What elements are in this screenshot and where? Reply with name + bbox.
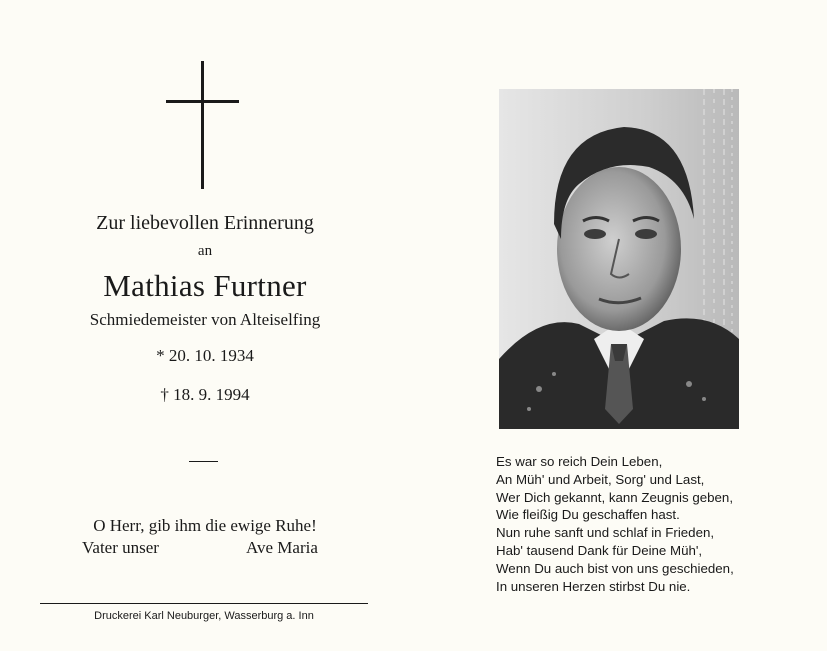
poem-line: Es war so reich Dein Leben, — [496, 454, 663, 469]
birth-date: * 20. 10. 1934 — [156, 346, 254, 365]
divider — [189, 461, 218, 462]
intro-text: Zur liebevollen Erinnerung — [96, 212, 314, 234]
prayer-ave-maria: Ave Maria — [246, 538, 318, 557]
deceased-name: Mathias Furtner — [103, 268, 307, 303]
portrait-photo — [499, 89, 739, 429]
poem-line: Wenn Du auch bist von uns geschieden, — [496, 560, 734, 576]
death-date: † 18. 9. 1994 — [160, 385, 250, 404]
poem-line: Nun ruhe sanft und schlaf in Frieden, — [496, 525, 715, 541]
poem-line: In unseren Herzen stirbst Du nie. — [496, 578, 691, 594]
poem-line: Wie fleißig Du geschaffen hast. — [496, 507, 680, 523]
poem — [496, 453, 796, 595]
prayer-vater-unser: Vater unser — [82, 538, 159, 557]
poem-line: An Müh' und Arbeit, Sorg' und Last, — [496, 471, 705, 487]
printer-credit: Druckerei Karl Neuburger, Wasserburg a. Inn — [94, 610, 314, 622]
preposition-text: an — [197, 243, 213, 259]
poem-line: Hab' tausend Dank für Deine Müh', — [496, 542, 703, 558]
footer-rule — [40, 603, 368, 604]
poem-line: Wer Dich gekannt, kann Zeugnis geben, — [496, 489, 734, 505]
prayer-text: O Herr, gib ihm die ewige Ruhe! — [93, 516, 317, 535]
occupation-text: Schmiedemeister von Alteiselfing — [89, 310, 321, 329]
